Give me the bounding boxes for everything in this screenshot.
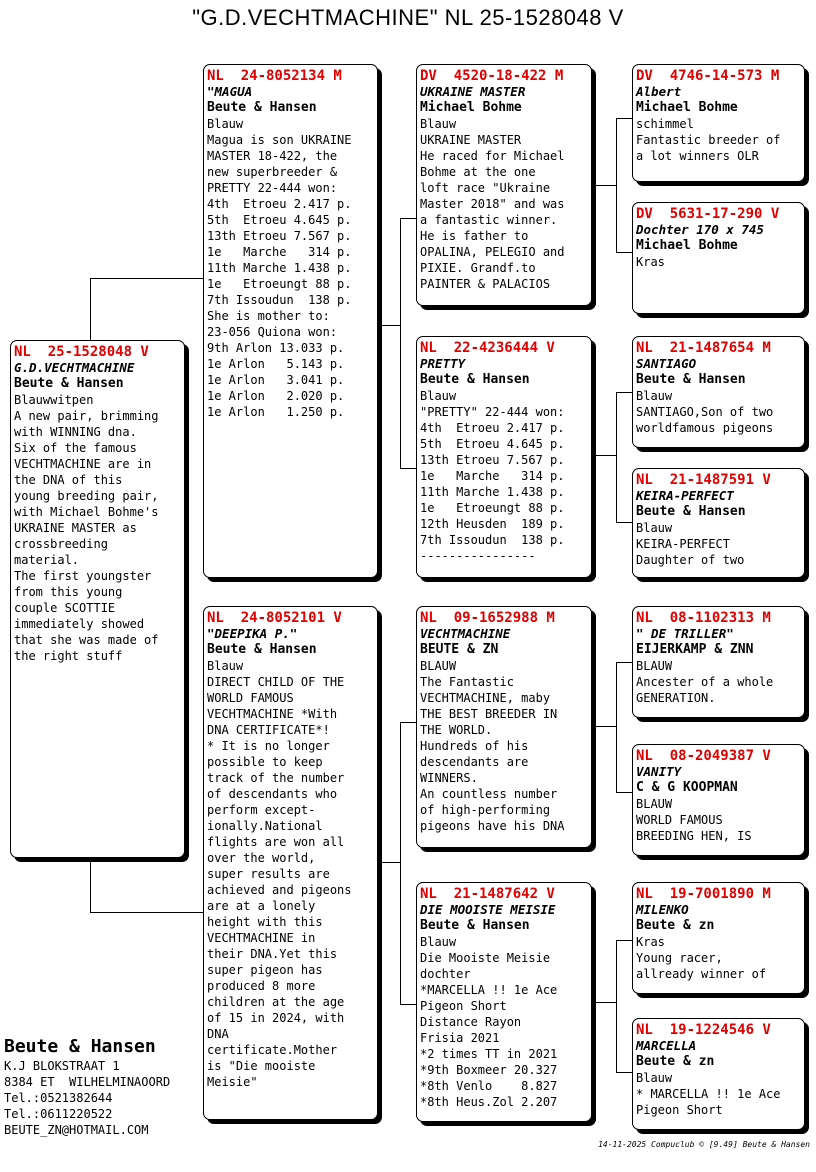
connector <box>400 218 401 468</box>
connector <box>378 862 400 863</box>
ring-number: NL 25-1528048 V <box>14 344 149 360</box>
pigeon-info: BLAUW The Fantastic VECHTMACHINE, maby THE BEST BREEDER IN THE WORLD. Hundreds of his descendants are WINNERS. An countless number of high-performing pigeons have his DNA <box>420 659 565 833</box>
pigeon-name: UKRAINE MASTER <box>420 84 526 99</box>
card-father[interactable] <box>203 64 378 578</box>
ring-number: NL 24-8052134 M <box>207 68 342 84</box>
owner: Beute & Hansen <box>636 372 746 387</box>
owner: BEUTE & ZN <box>420 642 499 657</box>
breeder-email: BEUTE_ZN@HOTMAIL.COM <box>4 1123 149 1137</box>
breeder-phone-1: Tel.:0521382644 <box>4 1091 113 1105</box>
pedigree-title: "G.D.VECHTMACHINE" NL 25-1528048 V <box>192 5 624 30</box>
ring-number: NL 08-2049387 V <box>636 748 771 764</box>
connector <box>592 185 616 186</box>
connector <box>90 912 204 913</box>
card-mother-mother[interactable] <box>416 882 592 1122</box>
card-father-father[interactable] <box>416 64 592 306</box>
pigeon-info: Blauw * MARCELLA !! 1e Ace Pigeon Short <box>636 1071 781 1117</box>
pigeon-name: KEIRA-PERFECT <box>636 488 734 503</box>
owner: Michael Bohme <box>420 100 522 115</box>
pigeon-name: MILENKO <box>636 902 689 917</box>
ring-number: NL 21-1487591 V <box>636 472 771 488</box>
ring-number: NL 08-1102313 M <box>636 610 771 626</box>
connector <box>616 662 617 792</box>
connector <box>616 118 617 252</box>
card-mmm[interactable] <box>632 1018 805 1130</box>
ring-number: NL 22-4236444 V <box>420 340 555 356</box>
card-subject[interactable] <box>10 340 185 858</box>
card-mmf[interactable] <box>632 882 805 994</box>
connector <box>90 278 204 279</box>
connector <box>592 1002 616 1003</box>
connector <box>616 1072 632 1073</box>
connector <box>90 858 91 912</box>
pigeon-name: Albert <box>636 84 682 99</box>
breeder-phone-2: Tel.:0611220522 <box>4 1107 113 1121</box>
pigeon-info: Blauw "PRETTY" 22-444 won: 4th Etroeu 2.417 p. 5th Etroeu 4.645 p. 13th Etroeu 7.567 p. 1e Marche 314 p. 11th Marche 1.438 p. 1e Etroeungt 88 p. 12th Heusden 189 p. 7th Issoudun 138 p. ---------------- <box>420 389 565 563</box>
connector <box>616 940 617 1072</box>
owner: Michael Bohme <box>636 238 738 253</box>
breeder-address: K.J BLOKSTRAAT 1 <box>4 1059 120 1073</box>
pigeon-info: Blauw UKRAINE MASTER He raced for Michael Bohme at the one loft race "Ukraine Master 2018" and was a fantastic winner. He is father to OPALINA, PELEGIO and PIXIE. Grandf.to PAINTER & PALACIOS <box>420 117 565 291</box>
connector <box>616 662 632 663</box>
pigeon-info: BLAUW WORLD FAMOUS BREEDING HEN, IS <box>636 797 752 843</box>
footer-credit: 14-11-2025 Compuclub © [9.49] Beute & Hansen <box>598 1140 810 1149</box>
ring-number: DV 5631-17-290 V <box>636 206 780 222</box>
breeder-city: 8384 ET WILHELMINAOORD <box>4 1075 171 1089</box>
connector <box>616 252 632 253</box>
ring-number: NL 19-7001890 M <box>636 886 771 902</box>
pigeon-info: Blauw KEIRA-PERFECT Daughter of two <box>636 521 745 567</box>
owner: Beute & Hansen <box>420 918 530 933</box>
connector <box>90 278 91 340</box>
owner: Beute & Hansen <box>636 504 746 519</box>
owner: Beute & Hansen <box>420 372 530 387</box>
owner: Beute & Hansen <box>14 376 124 391</box>
card-mfm[interactable] <box>632 744 805 856</box>
pigeon-name: VECHTMACHINE <box>420 626 511 641</box>
owner: Beute & zn <box>636 1054 715 1069</box>
owner: Beute & Hansen <box>207 100 317 115</box>
connector <box>616 118 632 119</box>
connector <box>616 392 632 393</box>
pigeon-name: "DEEPIKA P." <box>207 626 298 641</box>
owner: Beute & Hansen <box>207 642 317 657</box>
pigeon-info: Blauw Magua is son UKRAINE MASTER 18-422, the new superbreeder & PRETTY 22-444 won: 4th Etroeu 2.417 p. 5th Etroeu 4.645 p. 13th Etroeu 7.567 p. 1e Marche 314 p. 11th Marche 1.438 p. 1e Etroeungt 88 p. 7th Issoudun 138 p. She is mother to: 23-056 Quiona won: 9th Arlon 13.033 p. 1e Arlon 5.143 p. 1e Arlon 3.041 p. 1e Arlon 2.020 p. 1e Arlon 1.250 p. <box>207 117 352 419</box>
pigeon-info: Blauw Die Mooiste Meisie dochter *MARCELLA !! 1e Ace Pigeon Short Distance Rayon Frisia 2021 *2 times TT in 2021 *9th Boxmeer 20.327 *8th Venlo 8.827 *8th Heus.Zol 2.207 <box>420 935 558 1109</box>
ring-number: NL 21-1487642 V <box>420 886 555 902</box>
pigeon-name: SANTIAGO <box>636 356 697 371</box>
card-fmm[interactable] <box>632 468 805 578</box>
card-fmf[interactable] <box>632 336 805 448</box>
pigeon-name: DIE MOOISTE MEISIE <box>420 902 556 917</box>
ring-number: NL 24-8052101 V <box>207 610 342 626</box>
pigeon-name: MARCELLA <box>636 1038 697 1053</box>
pigeon-info: schimmel Fantastic breeder of a lot winners OLR <box>636 117 781 163</box>
pigeon-name: VANITY <box>636 764 682 779</box>
connector <box>400 722 401 1004</box>
connector <box>616 940 632 941</box>
breeder-name: Beute & Hansen <box>4 1036 156 1057</box>
ring-number: DV 4746-14-573 M <box>636 68 780 84</box>
pigeon-name: "MAGUA <box>207 84 253 99</box>
card-mother[interactable] <box>203 606 378 1120</box>
pigeon-info: Blauw DIRECT CHILD OF THE WORLD FAMOUS VECHTMACHINE *With DNA CERTIFICATE*! * It is no longer possible to keep track of the number of descendants who perform except- ionally.National flights are won all over the world, super results are achieved and pigeons are at a lonely height with this VECHTMACHINE in their DNA.Yet this super pigeon has produced 8 more children at the age of 15 in 2024, with DNA certificate.Mother is "Die mooiste Meisie" <box>207 659 352 1089</box>
owner: C & G KOOPMAN <box>636 780 738 795</box>
pigeon-info: Blauw SANTIAGO,Son of two worldfamous pigeons <box>636 389 774 435</box>
pigeon-info: Kras Young racer, allready winner of <box>636 935 767 981</box>
ring-number: DV 4520-18-422 M <box>420 68 564 84</box>
connector <box>400 722 416 723</box>
connector <box>400 218 416 219</box>
connector <box>400 1004 416 1005</box>
pigeon-info: Kras <box>636 255 665 269</box>
pigeon-info: BLAUW Ancester of a whole GENERATION. <box>636 659 774 705</box>
ring-number: NL 19-1224546 V <box>636 1022 771 1038</box>
owner: EIJERKAMP & ZNN <box>636 642 754 657</box>
card-fff[interactable] <box>632 64 805 182</box>
ring-number: NL 21-1487654 M <box>636 340 771 356</box>
pigeon-name: " DE TRILLER" <box>636 626 734 641</box>
card-ffm[interactable] <box>632 202 805 314</box>
pigeon-name: PRETTY <box>420 356 466 371</box>
card-father-mother[interactable] <box>416 336 592 578</box>
pigeon-name: G.D.VECHTMACHINE <box>14 360 135 375</box>
owner: Beute & zn <box>636 918 715 933</box>
connector <box>592 455 616 456</box>
connector <box>378 325 400 326</box>
connector <box>400 468 416 469</box>
pigeon-info: Blauwwitpen A new pair, brimming with WINNING dna. Six of the famous VECHTMACHINE are in the DNA of this young breeding pair, with Michael Bohme's UKRAINE MASTER as crossbreeding material. The first youngster from this young couple SCOTTIE immediately showed that she was made of the right stuff <box>14 393 159 663</box>
breeder-info <box>4 1036 170 1138</box>
pigeon-name: Dochter 170 x 745 <box>636 222 764 237</box>
connector <box>592 726 616 727</box>
connector <box>616 392 617 522</box>
card-mother-father[interactable] <box>416 606 592 848</box>
card-mff[interactable] <box>632 606 805 718</box>
connector <box>616 792 632 793</box>
owner: Michael Bohme <box>636 100 738 115</box>
connector <box>616 522 632 523</box>
ring-number: NL 09-1652988 M <box>420 610 555 626</box>
